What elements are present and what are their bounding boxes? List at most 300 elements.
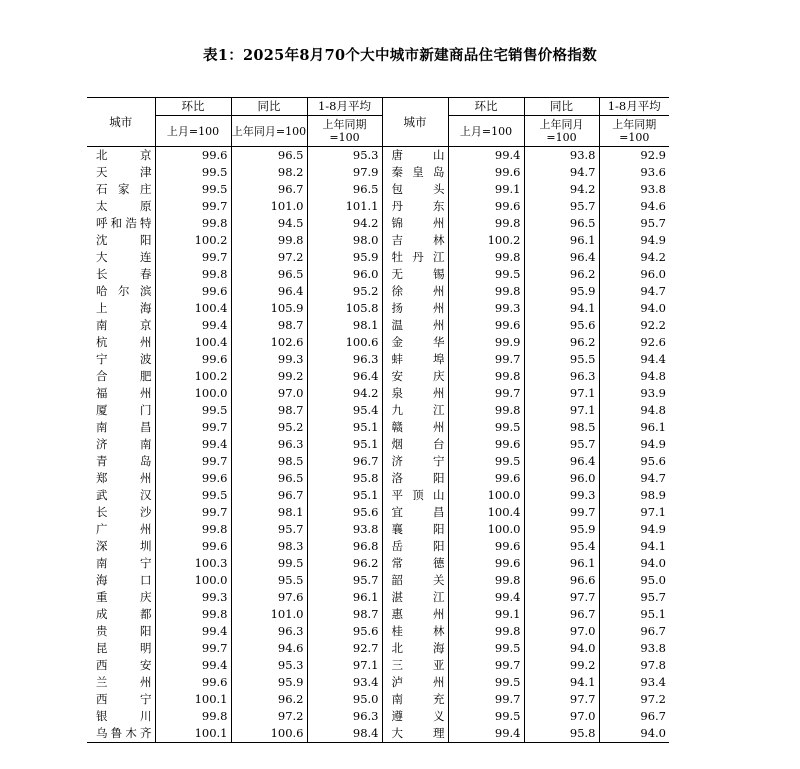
- yoy-value: 96.2: [524, 266, 599, 283]
- avg-value: 94.4: [599, 351, 669, 368]
- yoy-value: 98.3: [231, 538, 307, 555]
- mom-value: 100.1: [155, 725, 231, 743]
- mom-value: 99.8: [155, 215, 231, 232]
- yoy-value: 95.8: [524, 725, 599, 743]
- table-row: [87, 385, 669, 402]
- mom-value: 99.8: [448, 402, 524, 419]
- city-name: 大理: [382, 725, 448, 743]
- avg-value: 93.8: [307, 521, 382, 538]
- city-name: 惠州: [382, 606, 448, 623]
- city-name: 桂林: [382, 623, 448, 640]
- avg-value: 94.9: [599, 521, 669, 538]
- table-row: [87, 402, 669, 419]
- avg-value: 96.3: [307, 708, 382, 725]
- yoy-value: 99.8: [231, 232, 307, 249]
- avg-value: 98.4: [307, 725, 382, 743]
- yoy-value: 101.0: [231, 198, 307, 215]
- mom-value: 99.6: [448, 555, 524, 572]
- mom-value: 99.7: [155, 198, 231, 215]
- mom-value: 100.2: [448, 232, 524, 249]
- city-name: 唐山: [382, 147, 448, 165]
- mom-value: 99.8: [155, 266, 231, 283]
- header-yoy-left: 同比: [231, 98, 307, 116]
- mom-value: 99.6: [155, 674, 231, 691]
- avg-value: 93.9: [599, 385, 669, 402]
- city-name: 北京: [96, 148, 152, 162]
- yoy-value: 94.5: [231, 215, 307, 232]
- avg-value: 93.4: [307, 674, 382, 691]
- yoy-value: 97.0: [231, 385, 307, 402]
- city-name: 九江: [382, 402, 448, 419]
- header-yoy-base-left: 上年同月=100: [231, 116, 307, 147]
- city-name: 宜昌: [382, 504, 448, 521]
- avg-value: 94.8: [599, 402, 669, 419]
- mom-value: 99.6: [155, 283, 231, 300]
- yoy-value: 96.6: [524, 572, 599, 589]
- avg-value: 96.0: [599, 266, 669, 283]
- yoy-value: 96.5: [231, 470, 307, 487]
- city-name: 广州: [96, 522, 152, 536]
- mom-value: 99.5: [448, 419, 524, 436]
- table-row: [87, 147, 669, 165]
- yoy-value: 96.1: [524, 555, 599, 572]
- header-city-right: 城市: [382, 98, 448, 147]
- yoy-value: 105.9: [231, 300, 307, 317]
- mom-value: 99.6: [448, 198, 524, 215]
- table-row: [87, 351, 669, 368]
- table-row: [87, 725, 669, 743]
- city-name: 呼和浩特: [96, 216, 152, 230]
- avg-value: 94.0: [599, 555, 669, 572]
- table-row: [87, 640, 669, 657]
- yoy-value: 95.2: [231, 419, 307, 436]
- avg-value: 92.6: [599, 334, 669, 351]
- avg-value: 97.2: [599, 691, 669, 708]
- city-name: 蚌埠: [382, 351, 448, 368]
- avg-value: 95.6: [307, 623, 382, 640]
- mom-value: 99.4: [155, 317, 231, 334]
- table-row: [87, 521, 669, 538]
- avg-value: 95.7: [307, 572, 382, 589]
- mom-value: 99.8: [155, 521, 231, 538]
- city-name: 宁波: [96, 352, 152, 366]
- avg-value: 93.6: [599, 164, 669, 181]
- city-name: 赣州: [382, 419, 448, 436]
- avg-value: 98.9: [599, 487, 669, 504]
- avg-value: 96.5: [307, 181, 382, 198]
- city-name: 湛江: [382, 589, 448, 606]
- mom-value: 99.4: [448, 725, 524, 743]
- avg-value: 94.7: [599, 470, 669, 487]
- mom-value: 99.5: [155, 487, 231, 504]
- yoy-value: 94.7: [524, 164, 599, 181]
- yoy-value: 99.7: [524, 504, 599, 521]
- yoy-value: 96.3: [231, 623, 307, 640]
- yoy-value: 96.7: [524, 606, 599, 623]
- avg-value: 92.2: [599, 317, 669, 334]
- mom-value: 99.1: [448, 606, 524, 623]
- table-row: [87, 215, 669, 232]
- city-name: 泸州: [382, 674, 448, 691]
- mom-value: 99.6: [448, 436, 524, 453]
- avg-value: 95.3: [307, 147, 382, 165]
- yoy-value: 96.5: [231, 147, 307, 165]
- city-name: 长沙: [96, 505, 152, 519]
- header-yoy-base-right: 上年同月=100: [524, 116, 599, 147]
- mom-value: 100.2: [155, 232, 231, 249]
- city-name: 沈阳: [96, 233, 152, 247]
- city-name: 昆明: [96, 641, 152, 655]
- city-name: 杭州: [96, 335, 152, 349]
- mom-value: 99.7: [448, 385, 524, 402]
- avg-value: 94.9: [599, 436, 669, 453]
- yoy-value: 96.3: [231, 436, 307, 453]
- yoy-value: 94.1: [524, 300, 599, 317]
- avg-value: 95.4: [307, 402, 382, 419]
- table-row: [87, 708, 669, 725]
- avg-value: 94.0: [599, 725, 669, 743]
- avg-value: 94.9: [599, 232, 669, 249]
- header-city-left: 城市: [87, 98, 155, 147]
- city-name: 郑州: [96, 471, 152, 485]
- yoy-value: 99.5: [231, 555, 307, 572]
- mom-value: 99.7: [155, 419, 231, 436]
- table-row: [87, 181, 669, 198]
- mom-value: 99.5: [155, 402, 231, 419]
- yoy-value: 97.0: [524, 623, 599, 640]
- mom-value: 99.6: [155, 147, 231, 165]
- city-name: 银川: [96, 709, 152, 723]
- yoy-value: 98.2: [231, 164, 307, 181]
- avg-value: 96.7: [307, 453, 382, 470]
- city-name: 武汉: [96, 488, 152, 502]
- table-row: [87, 266, 669, 283]
- mom-value: 99.5: [448, 674, 524, 691]
- header-avg-base-left: 上年同期=100: [307, 116, 382, 147]
- mom-value: 99.6: [448, 317, 524, 334]
- yoy-value: 97.6: [231, 589, 307, 606]
- city-name: 牡丹江: [382, 249, 448, 266]
- table-row: [87, 572, 669, 589]
- table-row: [87, 232, 669, 249]
- city-name: 天津: [96, 165, 152, 179]
- mom-value: 99.6: [155, 470, 231, 487]
- avg-value: 92.9: [599, 147, 669, 165]
- city-name: 温州: [382, 317, 448, 334]
- city-name: 吉林: [382, 232, 448, 249]
- city-name: 平顶山: [382, 487, 448, 504]
- avg-value: 92.7: [307, 640, 382, 657]
- mom-value: 99.1: [448, 181, 524, 198]
- mom-value: 99.7: [155, 453, 231, 470]
- yoy-value: 98.7: [231, 402, 307, 419]
- header-mom-base-right: 上月=100: [448, 116, 524, 147]
- mom-value: 99.6: [448, 470, 524, 487]
- city-name: 南充: [382, 691, 448, 708]
- table-body: [87, 147, 669, 743]
- yoy-value: 95.7: [524, 198, 599, 215]
- yoy-value: 94.6: [231, 640, 307, 657]
- yoy-value: 97.2: [231, 708, 307, 725]
- city-name: 韶关: [382, 572, 448, 589]
- yoy-value: 97.1: [524, 385, 599, 402]
- city-name: 西安: [96, 658, 152, 672]
- avg-value: 94.2: [307, 385, 382, 402]
- table-row: [87, 249, 669, 266]
- table-row: [87, 164, 669, 181]
- avg-value: 95.6: [599, 453, 669, 470]
- table-row: [87, 538, 669, 555]
- mom-value: 100.0: [448, 521, 524, 538]
- city-name: 青岛: [96, 454, 152, 468]
- city-name: 徐州: [382, 283, 448, 300]
- mom-value: 99.7: [448, 691, 524, 708]
- table-row: [87, 300, 669, 317]
- table-row: [87, 691, 669, 708]
- avg-value: 95.1: [307, 419, 382, 436]
- yoy-value: 95.9: [524, 283, 599, 300]
- avg-value: 105.8: [307, 300, 382, 317]
- table-row: [87, 606, 669, 623]
- city-name: 重庆: [96, 590, 152, 604]
- avg-value: 98.7: [307, 606, 382, 623]
- mom-value: 100.0: [155, 385, 231, 402]
- city-name: 锦州: [382, 215, 448, 232]
- yoy-value: 96.2: [524, 334, 599, 351]
- mom-value: 99.7: [448, 657, 524, 674]
- mom-value: 99.8: [448, 215, 524, 232]
- city-name: 济宁: [382, 453, 448, 470]
- yoy-value: 95.4: [524, 538, 599, 555]
- avg-value: 95.8: [307, 470, 382, 487]
- table-title: 表1：2025年8月70个大中城市新建商品住宅销售价格指数: [203, 47, 597, 64]
- mom-value: 99.8: [448, 368, 524, 385]
- avg-value: 95.9: [307, 249, 382, 266]
- city-name: 南京: [96, 318, 152, 332]
- mom-value: 99.7: [155, 504, 231, 521]
- avg-value: 94.8: [599, 368, 669, 385]
- yoy-value: 102.6: [231, 334, 307, 351]
- avg-value: 97.1: [599, 504, 669, 521]
- mom-value: 100.4: [155, 334, 231, 351]
- yoy-value: 99.3: [231, 351, 307, 368]
- mom-value: 100.0: [155, 572, 231, 589]
- table-row: [87, 453, 669, 470]
- city-name: 贵阳: [96, 624, 152, 638]
- yoy-value: 94.0: [524, 640, 599, 657]
- avg-value: 101.1: [307, 198, 382, 215]
- yoy-value: 101.0: [231, 606, 307, 623]
- mom-value: 99.5: [448, 640, 524, 657]
- yoy-value: 96.4: [524, 453, 599, 470]
- avg-value: 95.0: [307, 691, 382, 708]
- header-yoy-right: 同比: [524, 98, 599, 116]
- yoy-value: 96.0: [524, 470, 599, 487]
- yoy-value: 96.5: [231, 266, 307, 283]
- mom-value: 99.5: [448, 453, 524, 470]
- yoy-value: 95.5: [524, 351, 599, 368]
- city-name: 海口: [96, 573, 152, 587]
- yoy-value: 98.5: [231, 453, 307, 470]
- header-avg-right: 1-8月平均: [599, 98, 669, 116]
- yoy-value: 95.7: [231, 521, 307, 538]
- city-name: 北海: [382, 640, 448, 657]
- city-name: 金华: [382, 334, 448, 351]
- yoy-value: 93.8: [524, 147, 599, 165]
- mom-value: 99.8: [155, 606, 231, 623]
- city-name: 大连: [96, 250, 152, 264]
- mom-value: 99.6: [155, 538, 231, 555]
- mom-value: 99.9: [448, 334, 524, 351]
- header-avg-base-right: 上年同期=100: [599, 116, 669, 147]
- city-name: 厦门: [96, 403, 152, 417]
- avg-value: 97.9: [307, 164, 382, 181]
- avg-value: 96.7: [599, 623, 669, 640]
- yoy-value: 98.1: [231, 504, 307, 521]
- avg-value: 95.1: [307, 487, 382, 504]
- mom-value: 99.5: [155, 181, 231, 198]
- city-name: 福州: [96, 386, 152, 400]
- avg-value: 96.3: [307, 351, 382, 368]
- avg-value: 96.1: [307, 589, 382, 606]
- table-row: [87, 470, 669, 487]
- yoy-value: 96.5: [524, 215, 599, 232]
- mom-value: 99.6: [448, 164, 524, 181]
- avg-value: 95.7: [599, 589, 669, 606]
- mom-value: 99.4: [155, 623, 231, 640]
- avg-value: 96.0: [307, 266, 382, 283]
- avg-value: 94.1: [599, 538, 669, 555]
- yoy-value: 94.2: [524, 181, 599, 198]
- yoy-value: 96.3: [524, 368, 599, 385]
- city-name: 岳阳: [382, 538, 448, 555]
- yoy-value: 96.7: [231, 487, 307, 504]
- avg-value: 96.7: [599, 708, 669, 725]
- avg-value: 93.8: [599, 181, 669, 198]
- city-name: 扬州: [382, 300, 448, 317]
- avg-value: 94.2: [307, 215, 382, 232]
- mom-value: 99.4: [155, 657, 231, 674]
- city-name: 南宁: [96, 556, 152, 570]
- yoy-value: 97.2: [231, 249, 307, 266]
- mom-value: 100.4: [448, 504, 524, 521]
- yoy-value: 95.9: [231, 674, 307, 691]
- mom-value: 99.8: [448, 283, 524, 300]
- table-row: [87, 419, 669, 436]
- mom-value: 99.5: [448, 266, 524, 283]
- city-name: 西宁: [96, 692, 152, 706]
- yoy-value: 95.3: [231, 657, 307, 674]
- avg-value: 94.7: [599, 283, 669, 300]
- yoy-value: 94.1: [524, 674, 599, 691]
- table-row: [87, 334, 669, 351]
- mom-value: 99.8: [448, 249, 524, 266]
- avg-value: 94.6: [599, 198, 669, 215]
- yoy-value: 96.4: [231, 283, 307, 300]
- mom-value: 100.1: [155, 691, 231, 708]
- yoy-value: 97.1: [524, 402, 599, 419]
- city-name: 无锡: [382, 266, 448, 283]
- table-row: [87, 589, 669, 606]
- table-row: [87, 623, 669, 640]
- price-index-table: [87, 97, 669, 743]
- mom-value: 99.5: [448, 708, 524, 725]
- avg-value: 98.1: [307, 317, 382, 334]
- mom-value: 99.6: [448, 538, 524, 555]
- yoy-value: 95.5: [231, 572, 307, 589]
- avg-value: 95.7: [599, 215, 669, 232]
- avg-value: 93.4: [599, 674, 669, 691]
- yoy-value: 97.0: [524, 708, 599, 725]
- avg-value: 100.6: [307, 334, 382, 351]
- yoy-value: 96.2: [231, 691, 307, 708]
- avg-value: 96.2: [307, 555, 382, 572]
- city-name: 深圳: [96, 539, 152, 553]
- yoy-value: 95.6: [524, 317, 599, 334]
- city-name: 常德: [382, 555, 448, 572]
- city-name: 丹东: [382, 198, 448, 215]
- mom-value: 100.0: [448, 487, 524, 504]
- header-mom-left: 环比: [155, 98, 231, 116]
- yoy-value: 99.2: [524, 657, 599, 674]
- city-name: 包头: [382, 181, 448, 198]
- table-row: [87, 368, 669, 385]
- mom-value: 99.5: [155, 164, 231, 181]
- city-name: 南昌: [96, 420, 152, 434]
- avg-value: 94.0: [599, 300, 669, 317]
- table-row: [87, 436, 669, 453]
- table-row: [87, 317, 669, 334]
- yoy-value: 96.4: [524, 249, 599, 266]
- city-name: 济南: [96, 437, 152, 451]
- mom-value: 99.3: [155, 589, 231, 606]
- city-name: 洛阳: [382, 470, 448, 487]
- table-row: [87, 555, 669, 572]
- city-name: 烟台: [382, 436, 448, 453]
- avg-value: 95.1: [307, 436, 382, 453]
- mom-value: 99.7: [448, 351, 524, 368]
- mom-value: 99.8: [448, 623, 524, 640]
- table-row: [87, 487, 669, 504]
- city-name: 安庆: [382, 368, 448, 385]
- header-avg-left: 1-8月平均: [307, 98, 382, 116]
- avg-value: 93.8: [599, 640, 669, 657]
- avg-value: 97.1: [307, 657, 382, 674]
- table-row: [87, 283, 669, 300]
- city-name: 石家庄: [96, 182, 152, 196]
- avg-value: 95.2: [307, 283, 382, 300]
- yoy-value: 97.7: [524, 691, 599, 708]
- table-row: [87, 198, 669, 215]
- city-name: 乌鲁木齐: [87, 725, 155, 743]
- avg-value: 98.0: [307, 232, 382, 249]
- yoy-value: 98.7: [231, 317, 307, 334]
- table-row: [87, 504, 669, 521]
- city-name: 哈尔滨: [96, 284, 152, 298]
- yoy-value: 95.7: [524, 436, 599, 453]
- avg-value: 95.1: [599, 606, 669, 623]
- mom-value: 99.7: [155, 249, 231, 266]
- mom-value: 99.4: [155, 436, 231, 453]
- avg-value: 95.0: [599, 572, 669, 589]
- mom-value: 99.3: [448, 300, 524, 317]
- city-name: 秦皇岛: [382, 164, 448, 181]
- mom-value: 99.8: [448, 572, 524, 589]
- city-name: 上海: [96, 301, 152, 315]
- avg-value: 96.1: [599, 419, 669, 436]
- city-name: 襄阳: [382, 521, 448, 538]
- yoy-value: 97.7: [524, 589, 599, 606]
